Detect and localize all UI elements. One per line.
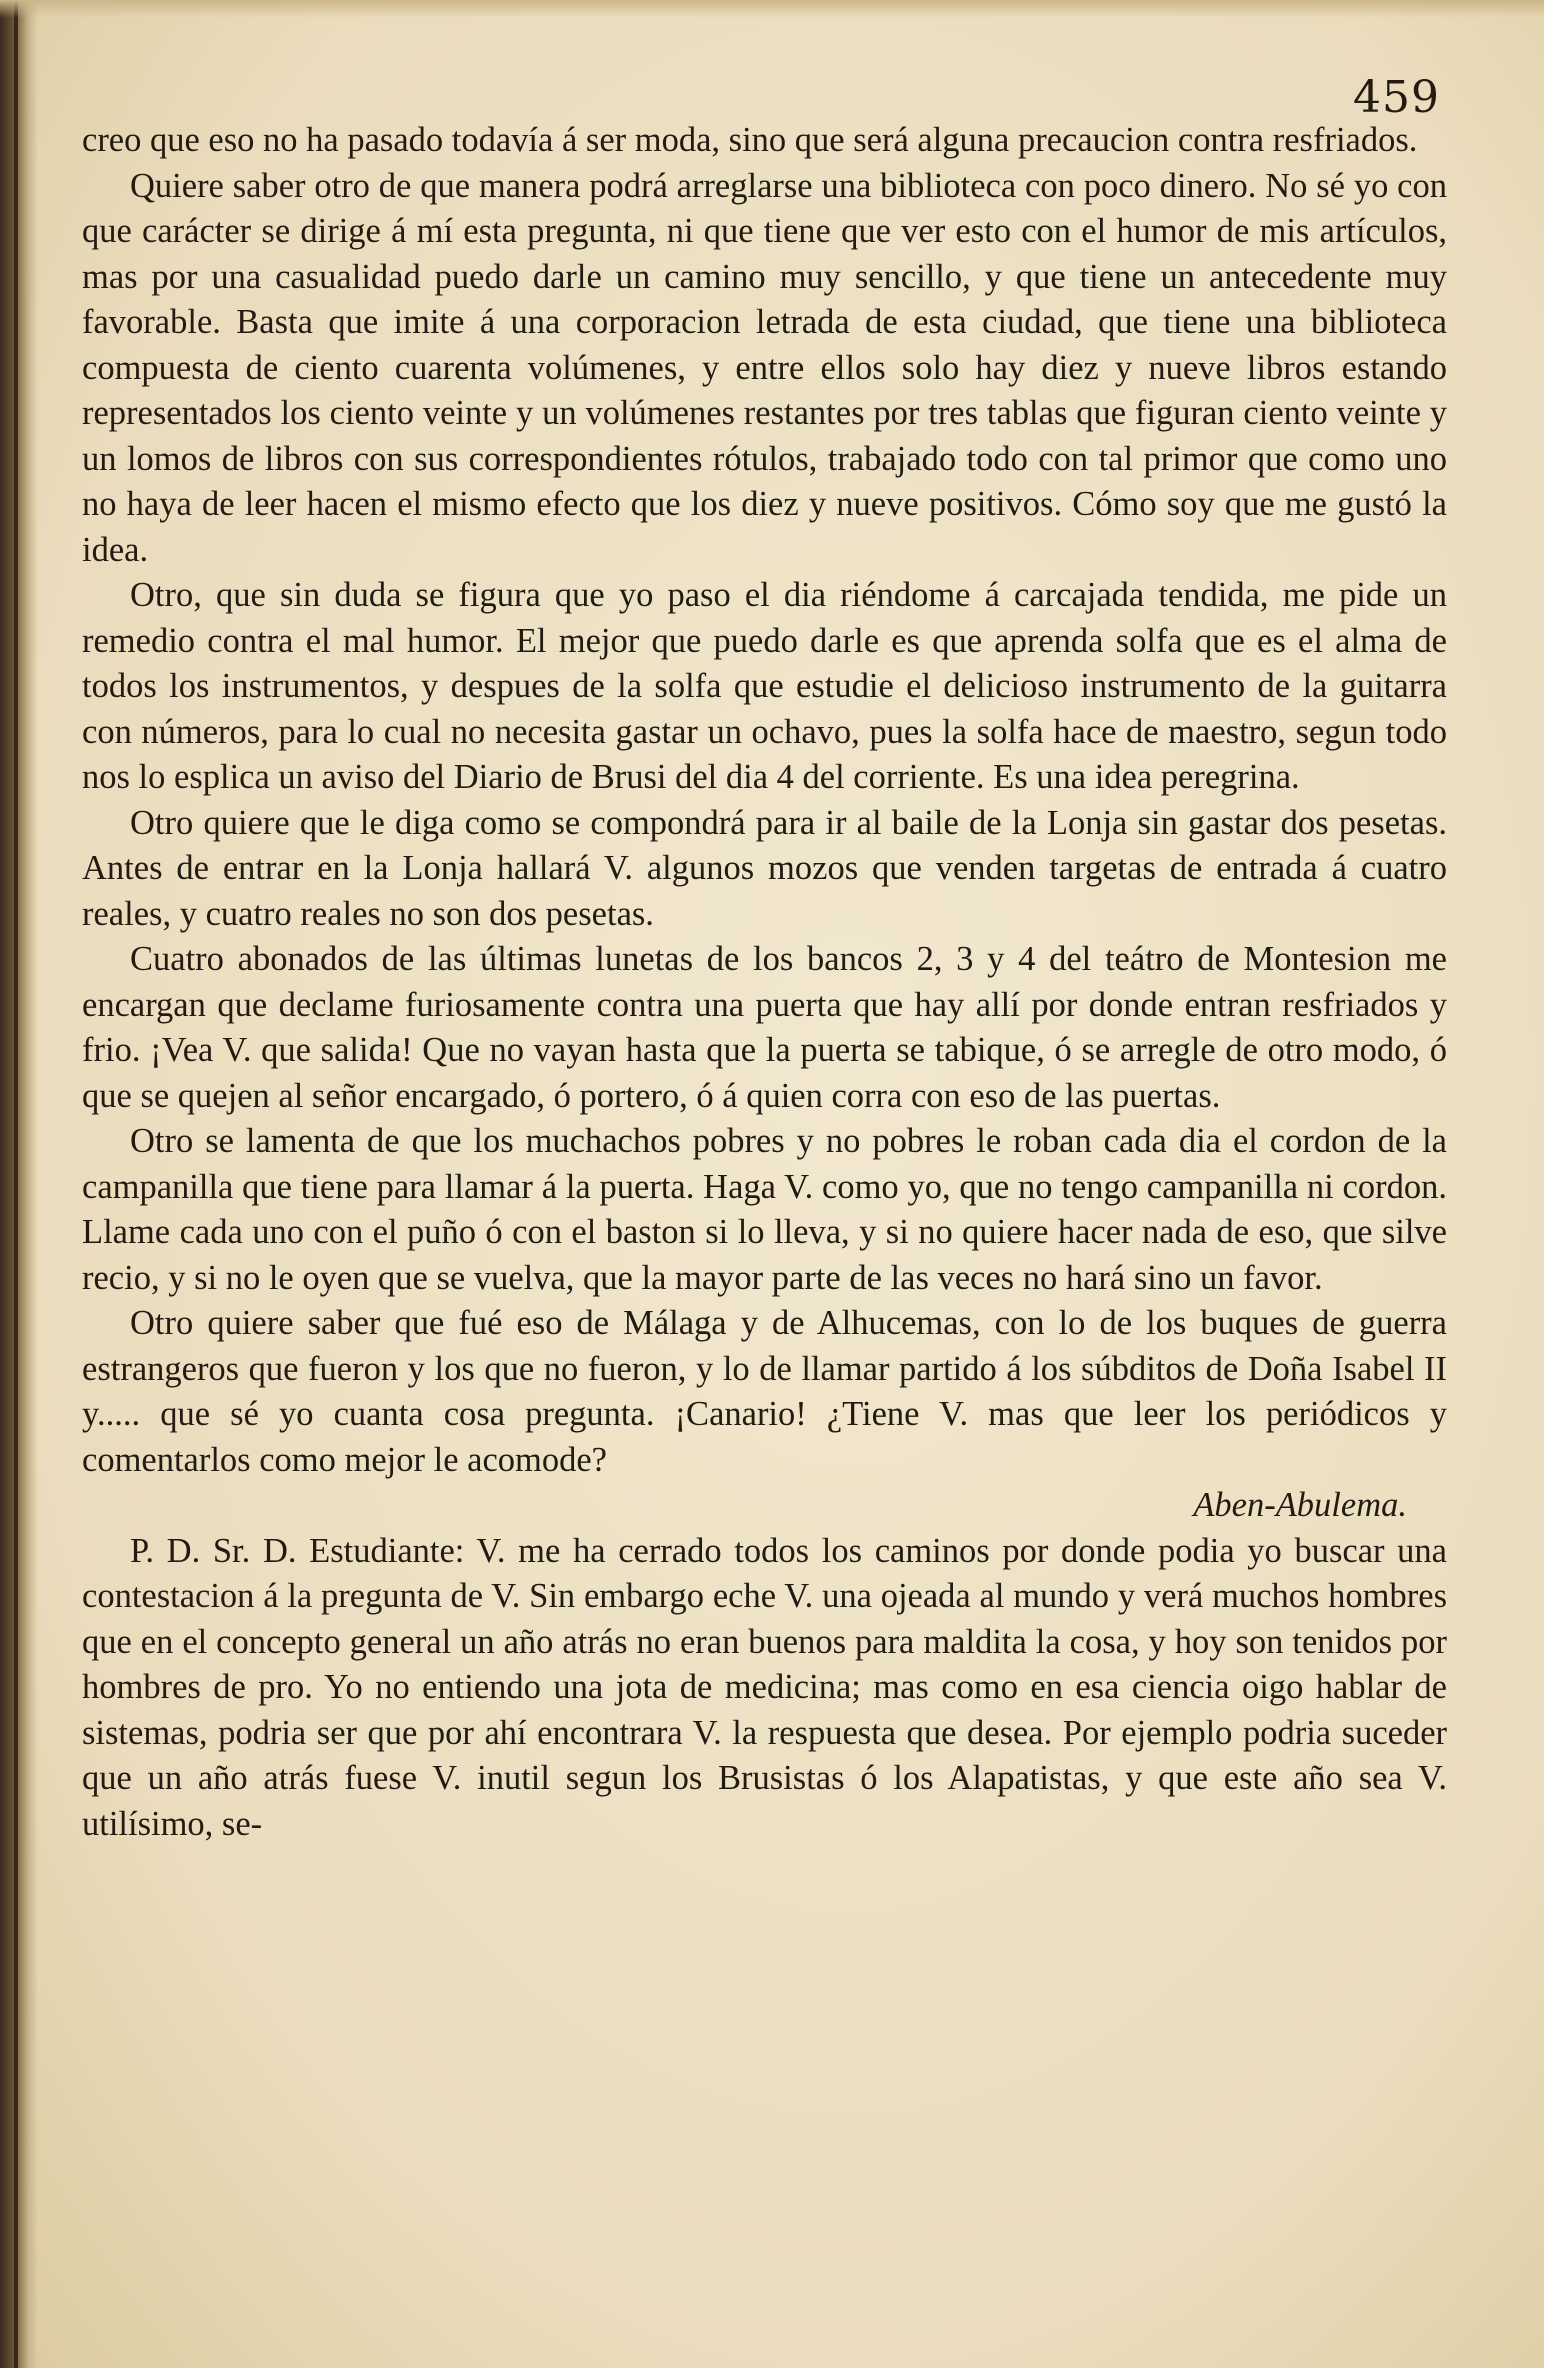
book-binding-edge [0,0,38,2368]
paragraph-8: P. D. Sr. D. Estudiante: V. me ha cerrado todos los caminos por donde podia yo buscar una contestacion á la pregunta de V. Sin embargo eche V. una ojeada al mundo y verá muchos hombres que en el concepto general un año atrás no eran buenos para maldita la cosa, y hoy son tenidos por hombres de pro. Yo no entiendo una jota de medicina; mas como en esa ciencia oigo hablar de sistemas, podria ser que por ahí encontrara V. la respuesta que desea. Por ejemplo podria suceder que un año atrás fuese V. inutil segun los Brusistas ó los Alapatistas, y que este año sea V. utilísimo, se- [82,1531,1447,1843]
paragraph-3: Otro, que sin duda se figura que yo paso el dia riéndome á carcajada tendida, me pide un remedio contra el mal humor. El mejor que puedo darle es que aprenda solfa que es el alma de todos los instrumentos, y despues de la solfa que estudie el delicioso instrumento de la guitarra con números, para lo cual no necesita gastar un ochavo, pues la solfa hace de maestro, segun todo nos lo esplica un aviso del Diario de Brusi del dia 4 del corriente. Es una idea peregrina. [82,576,1447,796]
paragraph-4: Otro quiere que le diga como se compondrá para ir al baile de la Lonja sin gastar dos pesetas. Antes de entrar en la Lonja hallará V. algunos mozos que venden targetas de entrada á cuatro reales, y cuatro reales no son dos pesetas. [82,803,1447,933]
page-number: 459 [1353,72,1440,123]
signature: Aben-Abulema. [1193,1486,1407,1524]
paragraph-6: Otro se lamenta de que los muchachos pobres y no pobres le roban cada dia el cordon de la campanilla que tiene para llamar á la puerta. Haga V. como yo, que no tengo campanilla ni cordon. Llame cada uno con el puño ó con el baston si lo lleva, y si no quiere hacer nada de eso, que silve recio, y si no le oyen que se vuelva, que la mayor parte de las veces no hará sino un favor. [82,1122,1447,1297]
page-top-edge [0,0,1544,18]
paragraph-1: creo que eso no ha pasado todavía á ser moda, sino que será alguna precaucion contra resfriados. [82,121,1418,159]
paragraph-7: Otro quiere saber que fué eso de Málaga y de Alhucemas, con lo de los buques de guerra estrangeros que fueron y los que no fueron, y lo de llamar partido á los súbditos de Doña Isabel II y..... que sé yo cuanta cosa pregunta. ¡Canario! ¿Tiene V. mas que leer los periódicos y comentarlos como mejor le acomode? [82,1304,1447,1479]
paragraph-5: Cuatro abonados de las últimas lunetas de los bancos 2, 3 y 4 del teátro de Montesion me encargan que declame furiosamente contra una puerta que hay allí por donde entran resfriados y frio. ¡Vea V. que salida! Que no vayan hasta que la puerta se tabique, ó se arregle de otro modo, ó que se quejen al señor encargado, ó portero, ó á quien corra con eso de las puertas. [82,940,1447,1115]
binding-line [14,0,18,2368]
paragraph-2: Quiere saber otro de que manera podrá arreglarse una biblioteca con poco dinero. No sé yo con que carácter se dirige á mí esta pregunta, ni que tiene que ver esto con el humor de mis artículos, mas por una casualidad puedo darle un camino muy sencillo, y que tiene un antecedente muy favorable. Basta que imite á una corporacion letrada de esta ciudad, que tiene una biblioteca compuesta de ciento cuarenta volúmenes, y entre ellos solo hay diez y nueve libros estando representados los ciento veinte y un volúmenes restantes por tres tablas que figuran ciento veinte y un lomos de libros con sus correspondientes rótulos, trabajado todo con tal primor que como uno no haya de leer hacen el mismo efecto que los diez y nueve positivos. Cómo soy que me gustó la idea. [82,166,1447,569]
body-text [82,118,1447,1847]
